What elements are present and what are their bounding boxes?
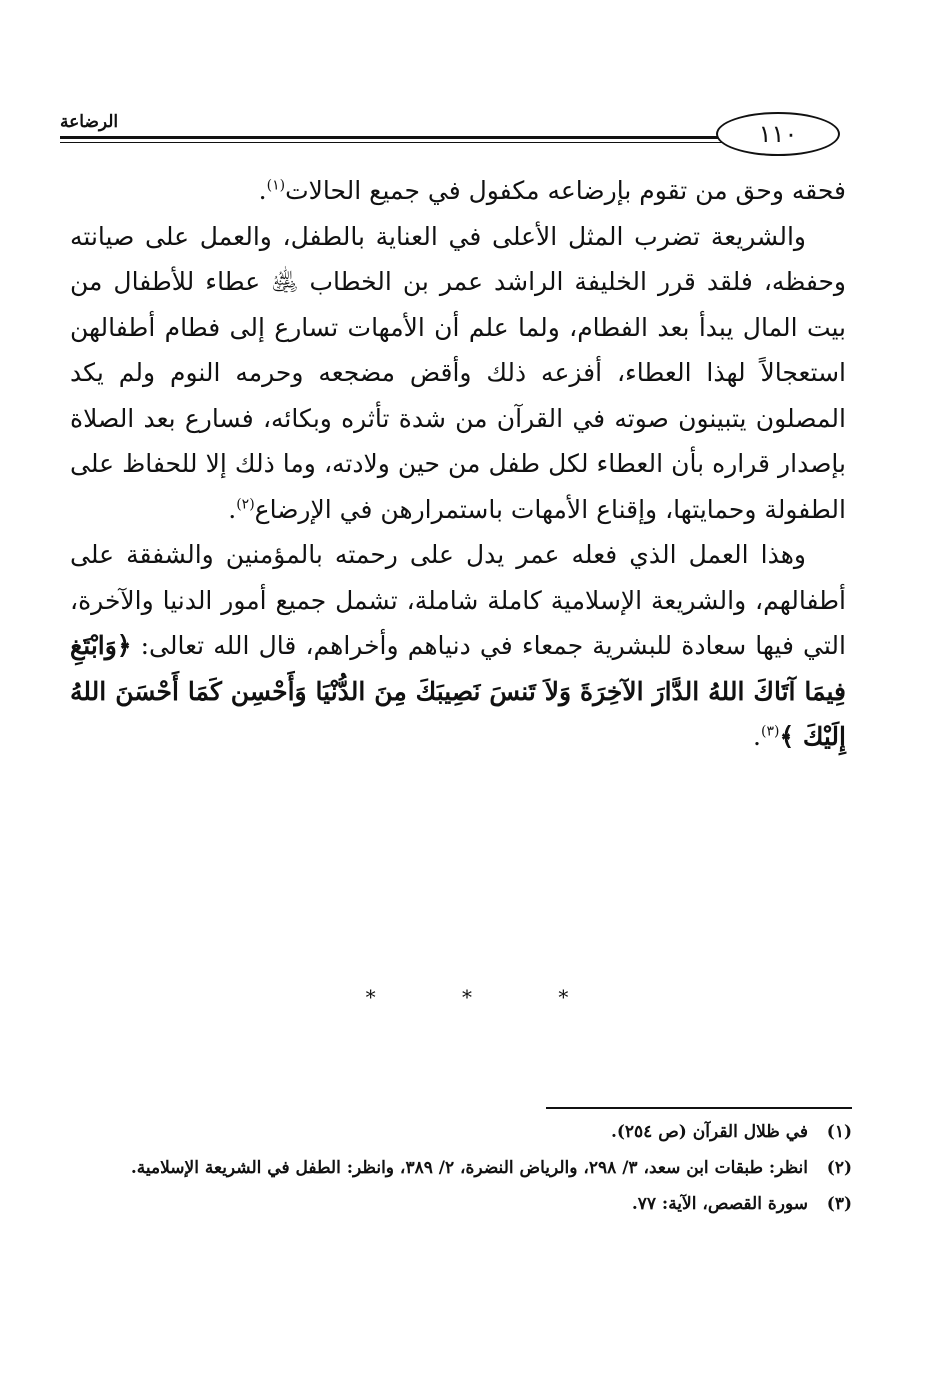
footnote-1 — [82, 1115, 852, 1149]
footnote-2 — [82, 1151, 852, 1185]
page-header — [60, 108, 850, 158]
footnote-text: في ظلال القرآن (ص ٢٥٤). — [610, 1122, 808, 1142]
header-rule-thin — [60, 142, 724, 143]
footnote-marker: (٢) — [826, 1158, 852, 1178]
page-number: ١١٠ — [716, 112, 840, 156]
footnote-ref-1: (١) — [266, 177, 286, 194]
footnote-text: انظر: طبقات ابن سعد، ٣/ ٢٩٨، والرياض النضرة، ٢/ ٣٨٩، وانظر: الطفل في الشريعة الإسلامية. — [130, 1158, 808, 1178]
footnote-ref-3: (٣) — [761, 723, 780, 740]
paragraph-2 — [70, 214, 846, 533]
section-separator: * * * — [365, 985, 609, 1009]
footnote-marker: (١) — [826, 1122, 852, 1142]
paragraph-1 — [70, 168, 846, 214]
footnote-marker: (٣) — [826, 1194, 852, 1214]
paragraph-2-end: . — [228, 494, 237, 524]
paragraph-2-text: والشريعة تضرب المثل الأعلى في العناية بالطفل، والعمل على صيانته وحفظه، فلقد قرر الخليفة الراشد عمر بن الخطاب ﵁ عطاء للأطفال من بيت المال يبدأ بعد الفطام، ولما علم أن الأمهات تسارع إلى فطام أطفالهن استعجالاً لهذا العطاء، أفزعه ذلك وأقض مضجعه وحرمه النوم ولم يكد المصلون يتبينون صوته في القرآن من شدة تأثره وبكائه، فسارع بعد الصلاة بإصدار قراره بأن العطاء لكل طفل من حين ولادته، وما ذلك إلا للحفاظ على الطفولة وحمايتها، وإقناع الأمهات باستمرارهن في الإرضاع — [70, 221, 846, 524]
footnote-3 — [82, 1187, 852, 1221]
footnote-ref-2: (٢) — [236, 496, 255, 513]
footnote-text: سورة القصص، الآية: ٧٧. — [631, 1194, 808, 1214]
footnotes — [82, 1115, 852, 1223]
running-title: الرضاعة — [60, 112, 119, 132]
paragraph-3-end: . — [753, 722, 761, 751]
paragraph-1-text: فحقه وحق من تقوم بإرضاعه مكفول في جميع الحالات — [285, 176, 846, 205]
paragraph-3 — [70, 532, 846, 760]
footnote-rule — [546, 1107, 852, 1109]
paragraph-1-end: . — [258, 176, 267, 205]
quran-verse: ﴿وَابْتَغِ فِيمَا آتَاكَ اللهُ الدَّارَ الآخِرَةَ وَلاَ تَنسَ نَصِيبَكَ مِنَ الدُّنْيَا وَأَحْسِن كَمَا أَحْسَنَ اللهُ إِلَيْكَ ﴾ — [70, 631, 846, 751]
body-text — [70, 168, 846, 760]
header-rule — [60, 136, 724, 139]
paragraph-3-text: وهذا العمل الذي فعله عمر يدل على رحمته بالمؤمنين والشفقة على أطفالهم، والشريعة الإسلامية كاملة شاملة، تشمل جميع أمور الدنيا والآخرة، التي فيها سعادة للبشرية جمعاء في دنياهم وأخراهم، قال الله تعالى: — [70, 540, 846, 660]
